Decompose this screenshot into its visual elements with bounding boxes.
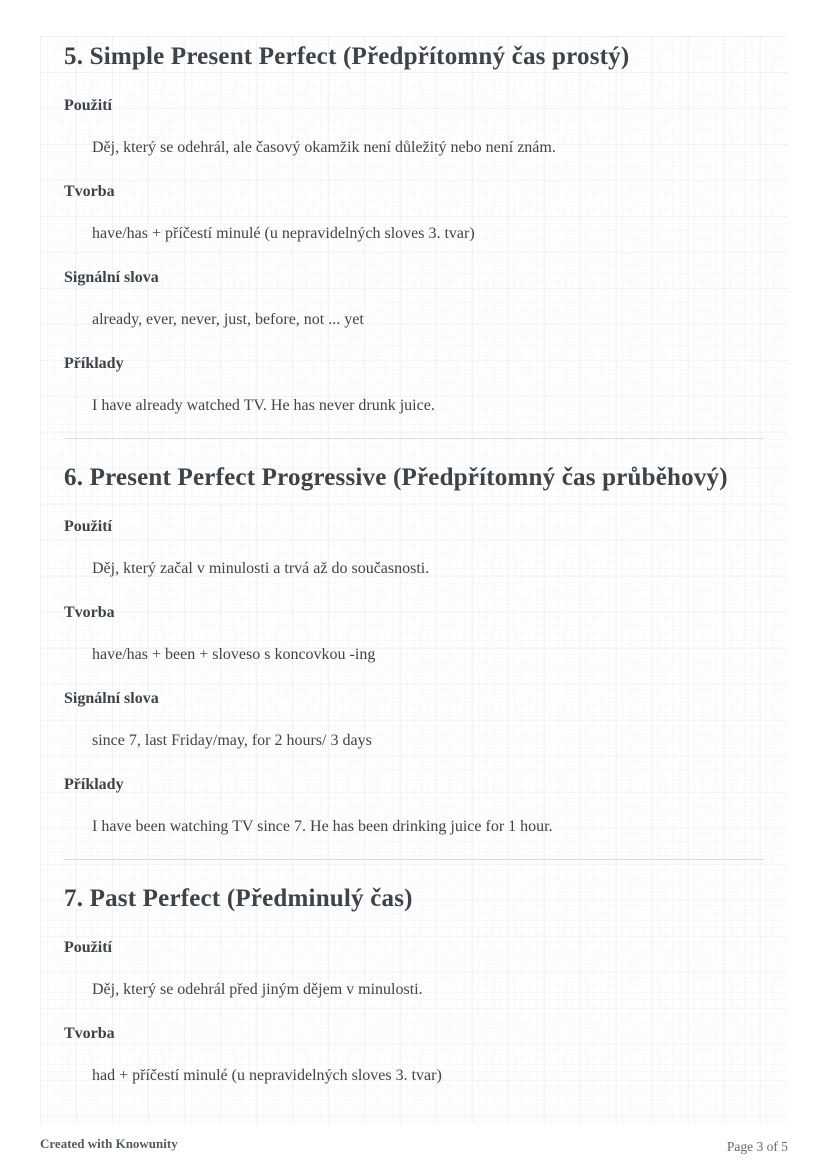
field-text: I have already watched TV. He has never drunk juice. <box>92 397 435 414</box>
field-text: already, ever, never, just, before, not ... yet <box>92 311 364 328</box>
field-label: Tvorba <box>64 604 115 621</box>
document-content <box>40 36 788 1086</box>
field-label: Použití <box>64 939 112 956</box>
field-label: Příklady <box>64 355 124 372</box>
field-label: Signální slova <box>64 690 159 707</box>
field-text: have/has + been + sloveso s koncovkou -ing <box>92 646 376 663</box>
field-text: since 7, last Friday/may, for 2 hours/ 3 days <box>92 732 372 749</box>
field-label: Použití <box>64 518 112 535</box>
field-text: had + příčestí minulé (u nepravidelných sloves 3. tvar) <box>92 1067 442 1084</box>
footer-branding: Created with Knowunity <box>40 1136 178 1151</box>
section-divider <box>64 438 764 439</box>
field-text: I have been watching TV since 7. He has been drinking juice for 1 hour. <box>92 818 553 835</box>
field-text: have/has + příčestí minulé (u nepravidelných sloves 3. tvar) <box>92 225 475 242</box>
field-label: Signální slova <box>64 269 159 286</box>
section-divider <box>64 859 764 860</box>
field-label: Příklady <box>64 776 124 793</box>
section-title: 7. Past Perfect (Předminulý čas) <box>64 885 413 912</box>
section-title: 6. Present Perfect Progressive (Předpřítomný čas průběhový) <box>64 464 728 491</box>
document-page <box>40 36 788 1123</box>
field-text: Děj, který se odehrál, ale časový okamžik není důležitý nebo není znám. <box>92 139 556 156</box>
field-label: Tvorba <box>64 1025 115 1042</box>
field-label: Použití <box>64 97 112 114</box>
field-text: Děj, který se odehrál před jiným dějem v minulosti. <box>92 981 423 998</box>
field-text: Děj, který začal v minulosti a trvá až do současnosti. <box>92 560 430 577</box>
section-title: 5. Simple Present Perfect (Předpřítomný čas prostý) <box>64 43 630 70</box>
page-number-indicator: Page 3 of 5 <box>726 1139 788 1154</box>
field-label: Tvorba <box>64 183 115 200</box>
